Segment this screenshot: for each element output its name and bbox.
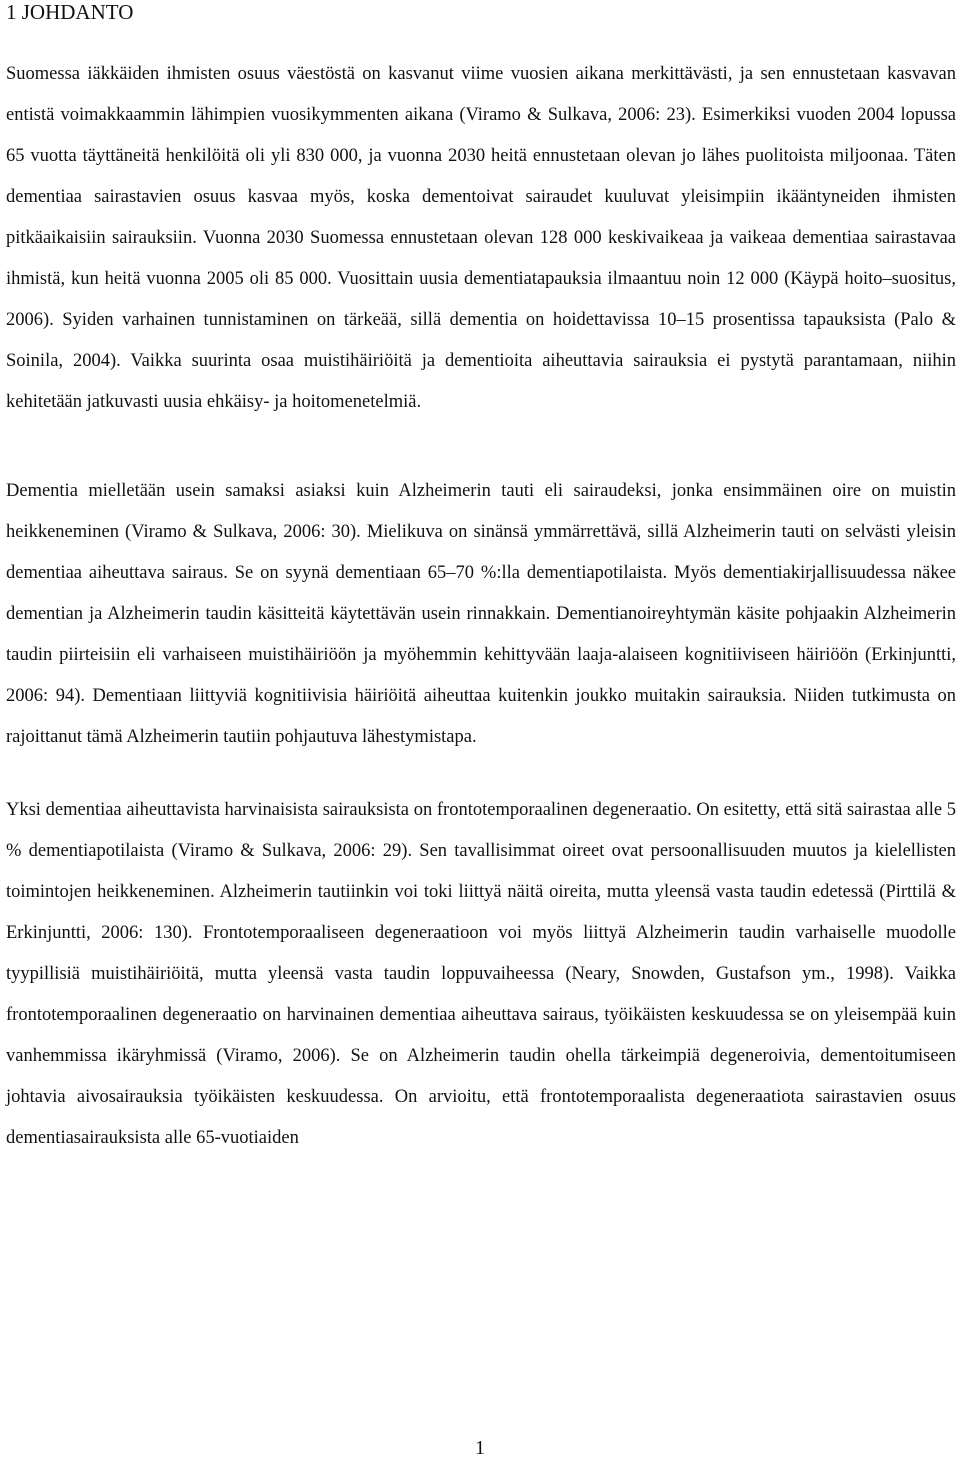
document-page: [6, 0, 956, 1159]
page-number: 1: [475, 1437, 485, 1459]
paragraph-frontotemporal: Yksi dementiaa aiheuttavista harvinaisista sairauksista on frontotemporaalinen degeneraatio. On esitetty, että sitä sairastaa alle 5 % dementiapotilaista (Viramo & Sulkava, 2006: 29). Sen tavallisimmat oireet ovat persoonallisuuden muutos ja kielellisten toimintojen heikkeneminen. Alzheimerin tautiinkin voi toki liittyä näitä oireita, mutta yleensä vasta taudin edetessä (Pirttilä & Erkinjuntti, 2006: 130). Frontotemporaaliseen degeneraatioon voi myös liittyä Alzheimerin taudin varhaiselle muodolle tyypillisiä muistihäiriöitä, mutta yleensä vasta taudin loppuvaiheessa (Neary, Snowden, Gustafson ym., 1998). Vaikka frontotemporaalinen degeneraatio on harvinainen dementiaa aiheuttava sairaus, työikäisten keskuudessa se on yleisempää kuin vanhemmissa ikäryhmissä (Viramo, 2006). Se on Alzheimerin taudin ohella tärkeimpiä degeneroivia, dementoitumiseen johtavia aivosairauksia työikäisten keskuudessa. On arvioitu, että frontotemporaalista degeneraatiota sairastavien osuus dementiasairauksista alle 65-vuotiaiden: [6, 800, 956, 1148]
paragraph-intro: Suomessa iäkkäiden ihmisten osuus väestöstä on kasvanut viime vuosien aikana merkittävästi, ja sen ennustetaan kasvavan entistä voimakkaammin lähimpien vuosikymmenten aikana (Viramo & Sulkava, 2006: 23). Esimerkiksi vuoden 2004 lopussa 65 vuotta täyttäneitä henkilöitä oli yli 830 000, ja vuonna 2030 heitä ennustetaan olevan jo lähes puolitoista miljoonaa. Täten dementiaa sairastavien osuus kasvaa myös, koska dementoivat sairaudet kuuluvat yleisimpiin ikääntyneiden ihmisten pitkäaikaisiin sairauksiin. Vuonna 2030 Suomessa ennustetaan olevan 128 000 keskivaikeaa ja vaikeaa dementiaa sairastavaa ihmistä, kun heitä vuonna 2005 oli 85 000. Vuosittain uusia dementiatapauksia ilmaantuu noin 12 000 (Käypä hoito–suositus, 2006). Syiden varhainen tunnistaminen on tärkeää, sillä dementia on hoidettavissa 10–15 prosentissa tapauksista (Palo & Soinila, 2004). Vaikka suurinta osaa muistihäiriöitä ja dementioita aiheuttavia sairauksia ei pystytä parantamaan, niihin kehitetään jatkuvasti uusia ehkäisy- ja hoitomenetelmiä.: [6, 64, 956, 412]
paragraph-dementia-alzheimer: Dementia mielletään usein samaksi asiaksi kuin Alzheimerin tauti eli sairaudeksi, jonka ensimmäinen oire on muistin heikkeneminen (Viramo & Sulkava, 2006: 30). Mielikuva on sinänsä ymmärrettävä, sillä Alzheimerin tauti on selvästi yleisin dementiaa aiheuttava sairaus. Se on syynä dementiaan 65–70 %:lla dementiapotilaista. Myös dementiakirjallisuudessa näkee dementian ja Alzheimerin taudin käsitteitä käytettävän usein rinnakkain. Dementianoireyhtymän käsite pohjaakin Alzheimerin taudin piirteisiin eli varhaiseen muistihäiriöön ja myöhemmin kehittyvään laaja-alaiseen kognitiiviseen häiriöön (Erkinjuntti, 2006: 94). Dementiaan liittyviä kognitiivisia häiriöitä aiheuttaa kuitenkin joukko muitakin sairauksia. Niiden tutkimusta on rajoittanut tämä Alzheimerin tautiin pohjautuva lähestymistapa.: [6, 481, 956, 747]
chapter-heading: 1 JOHDANTO: [6, 0, 134, 24]
